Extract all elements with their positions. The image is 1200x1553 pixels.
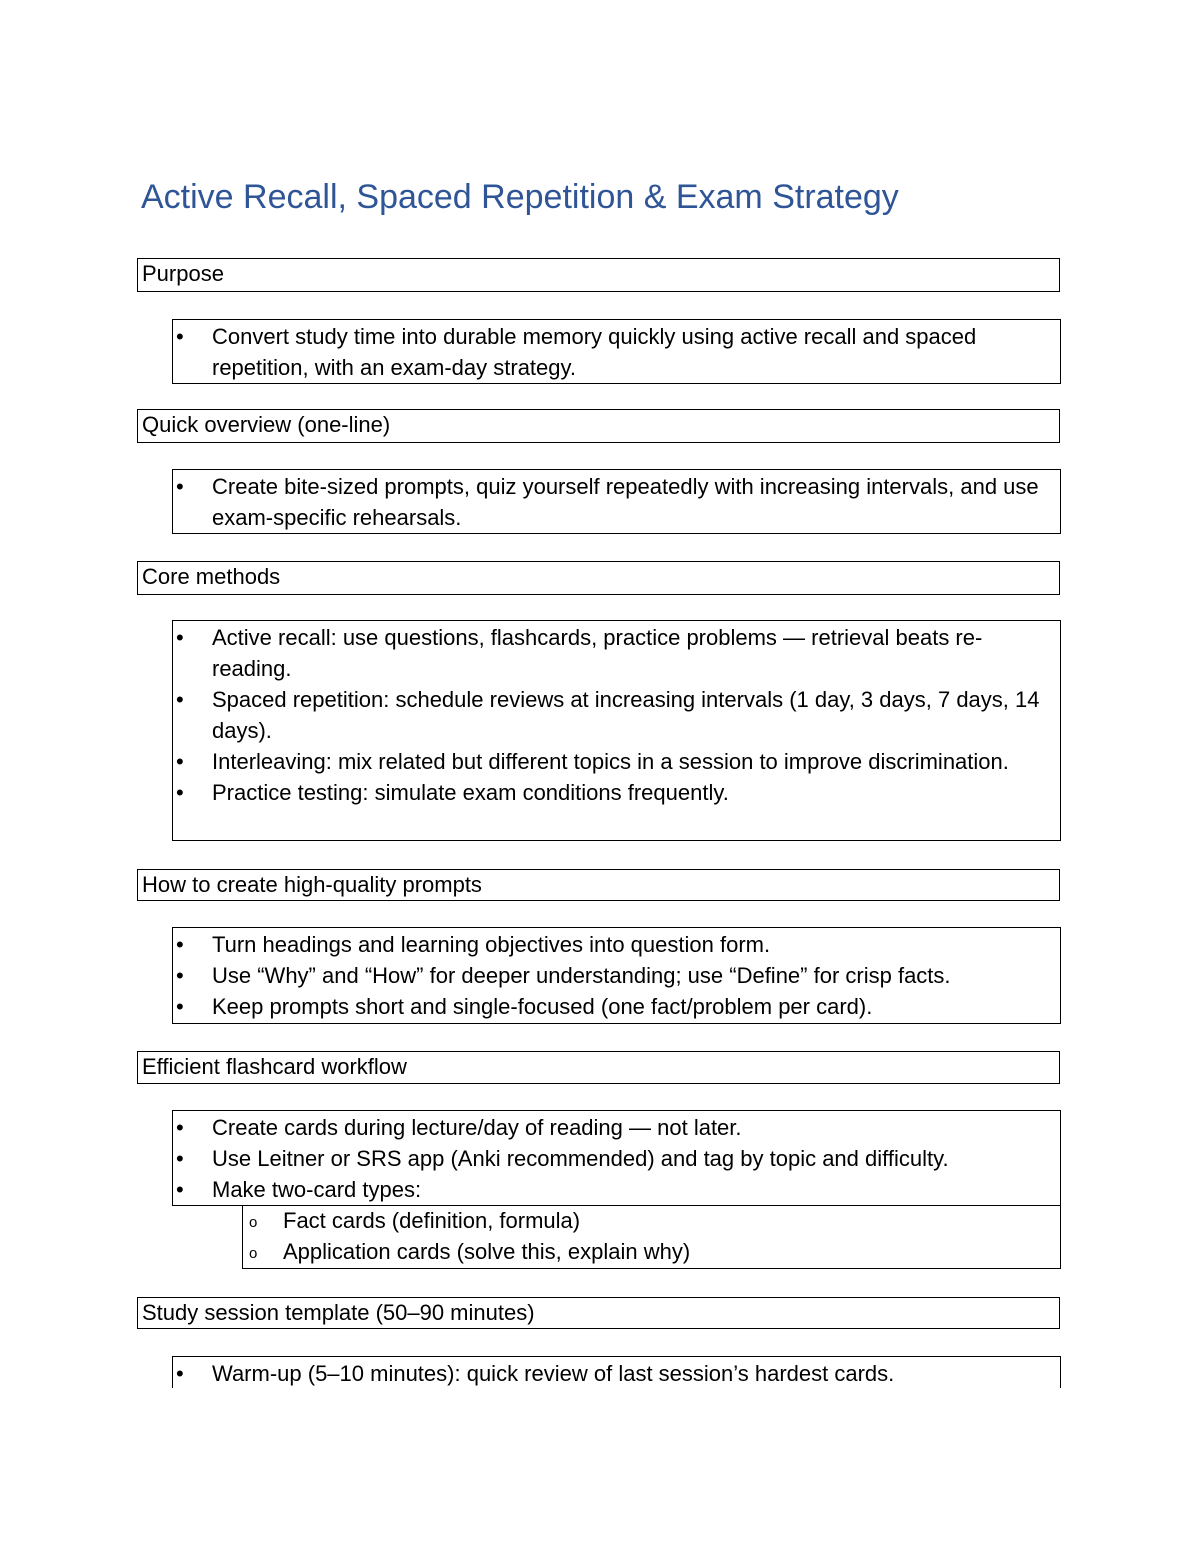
list-item: • Create bite-sized prompts, quiz yourself repeatedly with increasing intervals, and use exam-specific rehearsals. bbox=[173, 471, 1060, 533]
section-heading-core-methods: Core methods bbox=[137, 561, 1060, 595]
section-list-flashcard-workflow bbox=[172, 1110, 1061, 1206]
sub-list-item: o Application cards (solve this, explain why) bbox=[243, 1236, 1060, 1267]
section-list-prompts bbox=[172, 927, 1061, 1024]
document-title: Active Recall, Spaced Repetition & Exam Strategy bbox=[141, 178, 899, 216]
section-list-core-methods bbox=[172, 620, 1061, 841]
list-item: • Active recall: use questions, flashcards, practice problems — retrieval beats re-reading. bbox=[173, 622, 1060, 684]
section-heading-purpose: Purpose bbox=[137, 258, 1060, 292]
list-item: • Interleaving: mix related but different topics in a session to improve discrimination. bbox=[173, 746, 1060, 777]
list-item: • Use “Why” and “How” for deeper understanding; use “Define” for crisp facts. bbox=[173, 960, 1060, 991]
list-item: • Turn headings and learning objectives into question form. bbox=[173, 929, 1060, 960]
section-list-purpose bbox=[172, 319, 1061, 384]
list-item: • Make two-card types: bbox=[173, 1174, 1060, 1205]
list-item: • Create cards during lecture/day of reading — not later. bbox=[173, 1112, 1060, 1143]
section-list-quick-overview bbox=[172, 469, 1061, 534]
section-heading-flashcard-workflow: Efficient flashcard workflow bbox=[137, 1051, 1060, 1084]
list-item: • Use Leitner or SRS app (Anki recommended) and tag by topic and difficulty. bbox=[173, 1143, 1060, 1174]
list-item: • Keep prompts short and single-focused (one fact/problem per card). bbox=[173, 991, 1060, 1022]
list-item: • Warm-up (5–10 minutes): quick review of last session’s hardest cards. bbox=[173, 1358, 1060, 1389]
sub-list-item: o Fact cards (definition, formula) bbox=[243, 1205, 1060, 1236]
list-item: • Spaced repetition: schedule reviews at increasing intervals (1 day, 3 days, 7 days, 14 days). bbox=[173, 684, 1060, 746]
list-item: • Convert study time into durable memory quickly using active recall and spaced repetition, with an exam-day strategy. bbox=[173, 321, 1060, 383]
list-item: • Practice testing: simulate exam conditions frequently. bbox=[173, 777, 1060, 808]
section-list-study-session bbox=[172, 1356, 1061, 1388]
section-heading-prompts: How to create high-quality prompts bbox=[137, 869, 1060, 901]
section-heading-study-session: Study session template (50–90 minutes) bbox=[137, 1297, 1060, 1329]
section-sublist-card-types bbox=[242, 1205, 1061, 1269]
section-heading-quick-overview: Quick overview (one-line) bbox=[137, 409, 1060, 443]
